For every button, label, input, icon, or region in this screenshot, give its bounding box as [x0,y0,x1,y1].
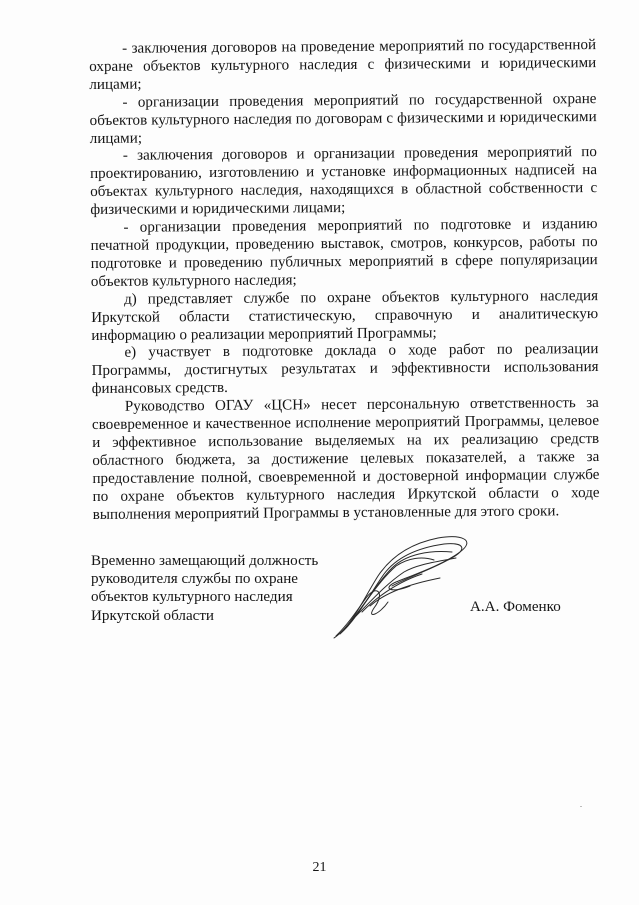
signer-position-line: Временно замещающий должность [91,553,319,569]
paragraph-protection-events: - организации проведения мероприятий по государственной охране объектов культурного наследия по договорам с физическими и юридическими лицами; [89,90,597,147]
paragraph-responsibility: Руководство ОГАУ «ЦСН» несет персональную ответственность за своевременное и качественное исполнение мероприятий Программы, целевое и эффективное использование выделяемых на их реализацию средств областного бюджета, за достижение целевых показателей, а также за предоставление полной, своевременной и достоверной информации службе по охране объектов культурного наследия Иркутской области о ходе выполнения мероприятий Программы в установленные для этого сроки. [91,395,600,523]
document-body [89,37,600,524]
signer-position-line: Иркутской области [91,607,215,624]
paragraph-printed-products: - организации проведения мероприятий по подготовке и изданию печатной продукции, проведению выставок, смотров, конкурсов, работы по подготовке и проведению публичных мероприятий в сфере популяризации объектов культурного наследия; [90,216,598,290]
signer-position-line: руководителя службы по охране [91,571,298,588]
signer-position-line: объектов культурного наследия [91,589,293,606]
paragraph-item-e: е) участвует в подготовке доклада о ходе работ по реализации Программы, достигнутых результатах и эффективности использования финансовых средств. [91,341,599,398]
signer-name: А.А. Фоменко [470,599,561,615]
signer-position [91,552,351,625]
paragraph-item-d: д) представляет службе по охране объектов культурного наследия Иркутской области статистическую, справочную и аналитическую информацию о реализации мероприятий Программы; [91,287,599,344]
scan-speck [580,806,582,807]
handwritten-signature [326,532,486,644]
paragraph-contract-conclusion: - заключения договоров на проведение мероприятий по государственной охране объектов культурного наследия с физическими и юридическими лицами; [89,37,597,93]
paragraph-information-signs: - заключения договоров и организации проведения мероприятий по проектированию, изготовлению и установке информационных надписей на объектах культурного наследия, находящихся в областной собственности с физическими и юридическими лицами; [89,144,598,219]
page-number: 21 [312,860,327,875]
